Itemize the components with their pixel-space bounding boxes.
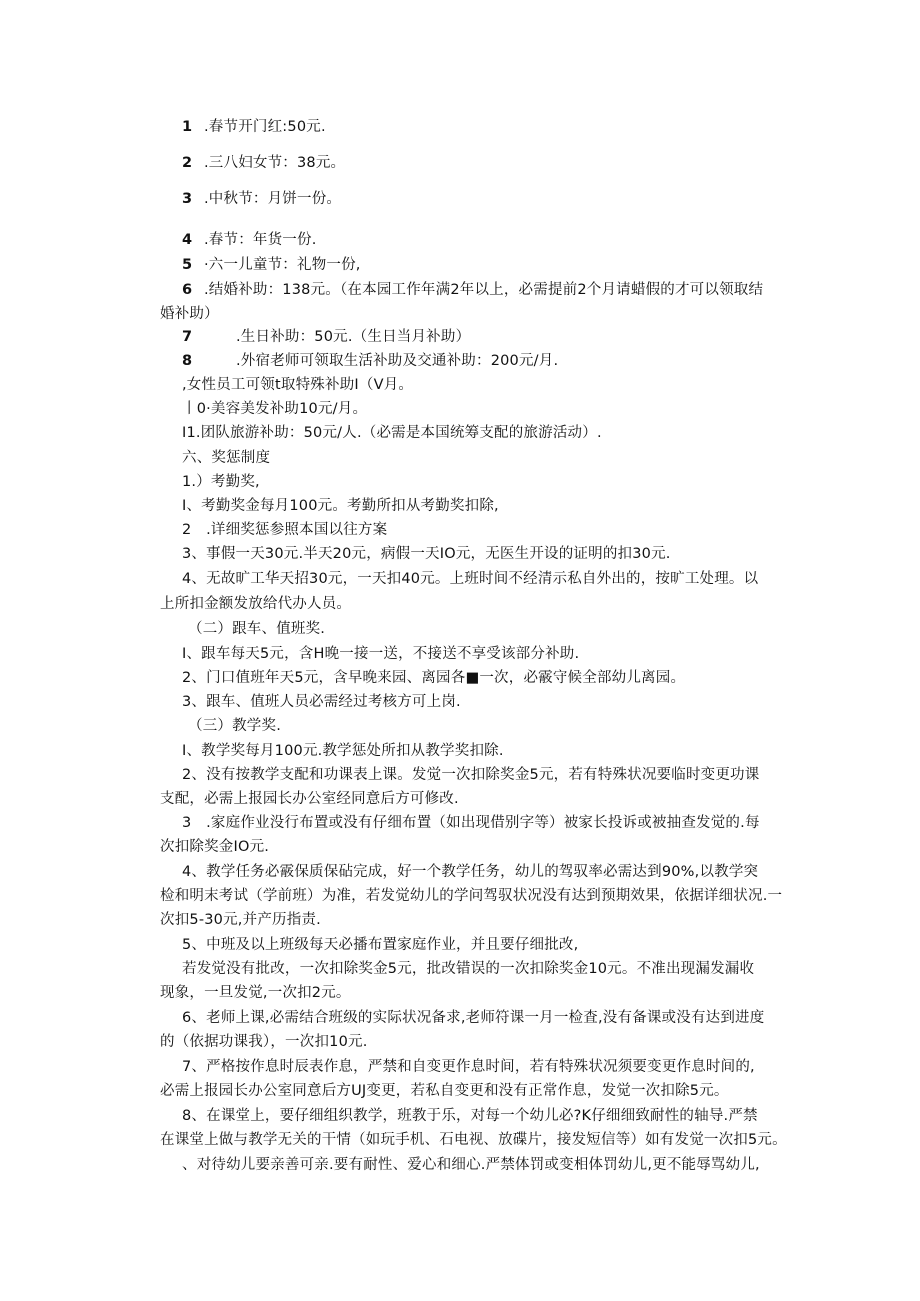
teaching-line-continued bbox=[160, 983, 351, 1003]
benefit-item-1 bbox=[182, 117, 326, 137]
teaching-heading-text: （三）教学奖. bbox=[188, 718, 282, 734]
section-title bbox=[182, 448, 270, 468]
line-text: 8、在课堂上，要仔细组织教学，班教于乐，对每一个幼儿必?K仔细细致耐性的轴导.严禁 bbox=[182, 1108, 758, 1124]
teaching-line bbox=[182, 813, 760, 833]
line-text: I、考勤奖金每月100元。考勤所扣从考勤奖扣除, bbox=[182, 498, 499, 514]
line-text: I、教学奖每月100元.教学惩处所扣从教学奖扣除. bbox=[182, 743, 504, 759]
teaching-line-continued bbox=[160, 837, 269, 857]
teaching-line bbox=[182, 1057, 755, 1077]
line-text: 3 .家庭作业没行布置或没有仔细布置（如出现借别字等）被家长投诉或被抽查发觉的.每 bbox=[182, 815, 760, 831]
attendance-line-continued bbox=[160, 594, 351, 614]
benefit-item-6-continued bbox=[160, 304, 219, 324]
teaching-line-continued bbox=[160, 1081, 729, 1101]
attendance-heading-text: 1.）考勤奖, bbox=[182, 474, 260, 490]
line-text: 次扣除奖金IO元. bbox=[160, 839, 270, 855]
duty-heading bbox=[188, 619, 325, 639]
item-text: .春节开门红:50元. bbox=[204, 119, 326, 135]
line-text: 4、无故旷工华天招30元，一天扣40元。上班时间不经清示私自外出的，按旷工处理。以 bbox=[182, 571, 759, 587]
benefit-item-8 bbox=[182, 351, 558, 371]
item-number: 1 bbox=[182, 119, 193, 135]
teaching-line bbox=[182, 741, 504, 761]
benefit-item-5 bbox=[182, 255, 361, 275]
teaching-line bbox=[182, 765, 759, 785]
teaching-heading bbox=[188, 716, 281, 736]
line-text: 上所扣金额发放给代办人员。 bbox=[160, 596, 352, 612]
teaching-line-continued bbox=[160, 910, 321, 930]
line-text: 支配，必需上报园长办公室经同意后方可修改. bbox=[160, 791, 459, 807]
line-text: 必需上报园长办公室同意后方UJ变更，若私自变更和没有正常作息，发觉一次扣除5元。 bbox=[160, 1083, 729, 1099]
item-text: .三八妇女节：38元。 bbox=[204, 155, 346, 171]
line-text: 次扣5-30元,并产历指责. bbox=[160, 912, 321, 928]
teaching-line bbox=[182, 959, 754, 979]
benefit-item-3 bbox=[182, 189, 341, 209]
item-number: 7 bbox=[182, 329, 193, 345]
teaching-line-continued bbox=[160, 886, 782, 906]
item-text: 婚补助） bbox=[160, 306, 219, 322]
item-number: 2 bbox=[182, 155, 193, 171]
benefit-item-10 bbox=[182, 399, 367, 419]
item-number: 5 bbox=[182, 257, 193, 273]
duty-line bbox=[182, 644, 579, 664]
item-text: .春节：年货一份. bbox=[204, 232, 317, 248]
teaching-line bbox=[182, 1008, 764, 1028]
teaching-line bbox=[182, 935, 578, 955]
attendance-heading bbox=[182, 472, 260, 492]
line-text: 3、跟车、值班人员必需经过考核方可上岗. bbox=[182, 694, 461, 710]
benefit-item-11 bbox=[182, 423, 602, 443]
line-text: 若发觉没有批改，一次扣除奖金5元，批改错误的一次扣除奖金10元。不准出现漏发漏收 bbox=[182, 961, 755, 977]
line-text: 6、老师上课,必需结合班级的实际状况备求,老师符课一月一检査,没有备课或没有达到进度 bbox=[182, 1010, 765, 1026]
line-text: 、对待幼儿要亲善可亲.要有耐性、爱心和细心.严禁体罚或变相体罚幼儿,更不能辱骂幼儿, bbox=[182, 1157, 760, 1173]
attendance-line bbox=[182, 520, 387, 540]
attendance-line bbox=[182, 569, 758, 589]
benefit-item-4 bbox=[182, 230, 317, 250]
teaching-line-continued bbox=[160, 1032, 368, 1052]
teaching-line bbox=[182, 1106, 758, 1126]
item-text: I1.团队旅游补助：50元/人.（必需是本国统筹支配的旅游活动）. bbox=[182, 425, 602, 441]
item-text: .外宿老师可领取生活补助及交通补助：200元/月. bbox=[236, 353, 559, 369]
line-text: I、跟车每天5元，含H晚一接一送，不接送不享受该部分补助. bbox=[182, 646, 580, 662]
attendance-line bbox=[182, 544, 671, 564]
line-text: 2、门口值班年天5元，含早晚来园、离园各■一次，必霰守候全部幼儿离园。 bbox=[182, 670, 686, 686]
line-text: 3、事假一天30元.半天20元，病假一天IO元，无医生开设的证明的扣30元. bbox=[182, 546, 671, 562]
line-text: 在课堂上做与教学无关的干情（如玩手机、石电视、放碟片，接发短信等）如有发觉一次扣5元。 bbox=[160, 1132, 787, 1148]
line-text: 5、中班及以上班级每天必播布置家庭作业，并且要仔细批改, bbox=[182, 937, 579, 953]
benefit-item-7 bbox=[182, 327, 470, 347]
line-text: 2、没有按教学支配和功课表上课。发觉一次扣除奖金5元，若有特殊状况要临时变更功课 bbox=[182, 767, 760, 783]
line-text: 2 .详细奖惩参照本国以往方案 bbox=[182, 522, 388, 538]
attendance-line bbox=[182, 496, 499, 516]
duty-line bbox=[182, 692, 461, 712]
item-text: .生日补助：50元.（生日当月补助） bbox=[236, 329, 471, 345]
item-text: 丨0·美容美发补助10元/月。 bbox=[182, 401, 368, 417]
item-text: .中秋节：月饼一份。 bbox=[204, 191, 342, 207]
item-number: 8 bbox=[182, 353, 193, 369]
line-text: 的（依据功课我），一次扣10元. bbox=[160, 1034, 368, 1050]
item-number: 3 bbox=[182, 191, 193, 207]
teaching-line bbox=[182, 1155, 760, 1175]
item-text: .结婚补助：138元。（在本园工作年满2年以上，必需提前2个月请蜡假的才可以领取结 bbox=[204, 282, 764, 298]
duty-line bbox=[182, 668, 685, 688]
item-number: 6 bbox=[182, 282, 193, 298]
item-text: ,女性员工可领t取特殊补助I（V月。 bbox=[182, 377, 414, 393]
teaching-line bbox=[182, 862, 758, 882]
line-text: 4、教学任务必霰保质保砧完成，好一个教学任务，幼儿的驾驭率必需达到90%,以教学突 bbox=[182, 864, 759, 880]
line-text: 7、严格按作息时辰表作息，严禁和自变更作息时间，若有特殊状况须要变更作息时间的, bbox=[182, 1059, 755, 1075]
item-number: 4 bbox=[182, 232, 193, 248]
section-title-text: 六、奖惩制度 bbox=[182, 450, 271, 466]
teaching-line-continued bbox=[160, 789, 459, 809]
teaching-line-continued bbox=[160, 1130, 787, 1150]
line-text: 现象，一旦发觉,一次扣2元。 bbox=[160, 985, 351, 1001]
line-text: 检和明末考试（学前班）为准，若发觉幼儿的学问驾驭状况没有达到预期效果，依据详细状况.一 bbox=[160, 888, 783, 904]
benefit-item-2 bbox=[182, 153, 345, 173]
item-text: ·六一儿童节：礼物一份, bbox=[204, 257, 361, 273]
duty-heading-text: （二）跟车、值班奖. bbox=[188, 621, 326, 637]
benefit-item-9 bbox=[182, 375, 413, 395]
benefit-item-6 bbox=[182, 280, 763, 300]
